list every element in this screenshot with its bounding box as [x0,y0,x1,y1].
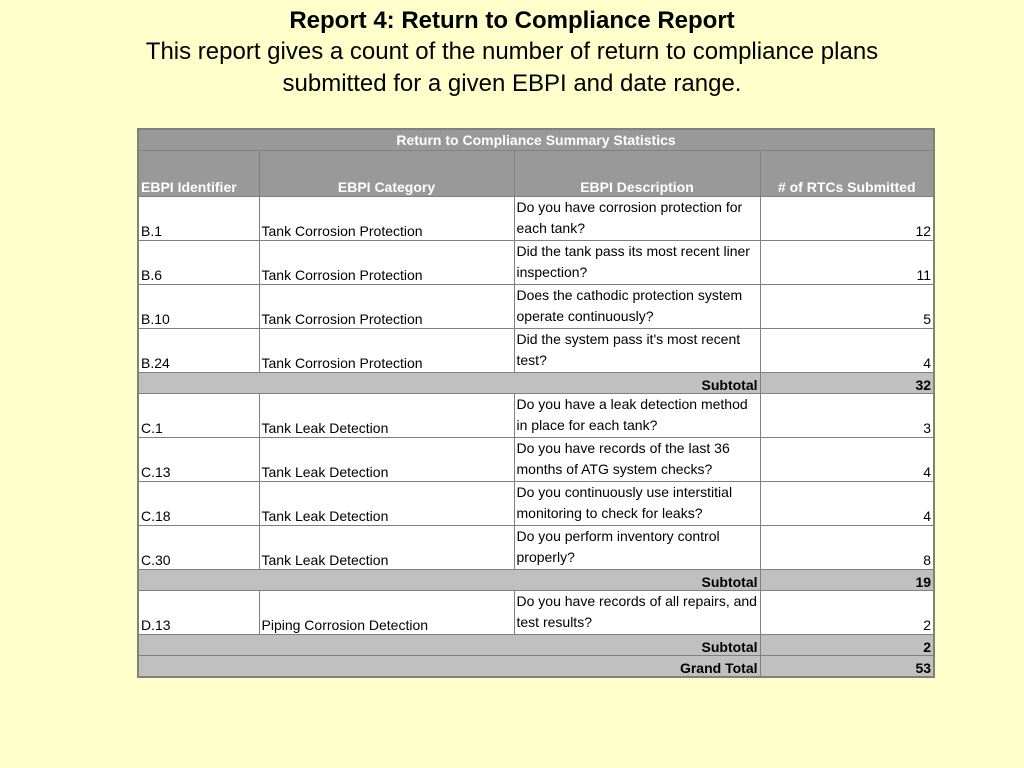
column-header-identifier: EBPI Identifier [138,151,259,197]
ebpi-category-cell: Tank Leak Detection [259,482,514,526]
column-header-count: # of RTCs Submitted [760,151,934,197]
ebpi-category-cell: Tank Leak Detection [259,438,514,482]
rtc-count-cell: 2 [760,591,934,635]
subtotal-value: 2 [760,635,934,656]
rtc-count-cell: 8 [760,526,934,570]
ebpi-identifier-cell: B.24 [138,329,259,373]
subtotal-row [138,570,934,591]
report-title: Report 4: Return to Compliance Report [289,7,735,34]
grand-total-label: Grand Total [138,656,760,678]
report-subtitle-line2: submitted for a given EBPI and date range. [282,70,742,97]
ebpi-description-cell: Do you have corrosion protection for each tank? [514,197,760,241]
ebpi-description-cell: Do you continuously use interstitial monitoring to check for leaks? [514,482,760,526]
ebpi-identifier-cell: D.13 [138,591,259,635]
column-header-description: EBPI Description [514,151,760,197]
table-banner: Return to Compliance Summary Statistics [138,129,934,151]
ebpi-description-cell: Does the cathodic protection system operate continuously? [514,285,760,329]
subtotal-label: Subtotal [138,373,760,394]
subtotal-row [138,373,934,394]
column-header-row [138,151,934,197]
ebpi-category-cell: Tank Corrosion Protection [259,241,514,285]
subtotal-row [138,635,934,656]
table-row [138,591,934,635]
table-row [138,482,934,526]
table-row [138,438,934,482]
ebpi-identifier-cell: B.1 [138,197,259,241]
table-row [138,197,934,241]
ebpi-category-cell: Tank Leak Detection [259,394,514,438]
table-row [138,329,934,373]
subtotal-label: Subtotal [138,635,760,656]
ebpi-identifier-cell: C.30 [138,526,259,570]
grand-total-row [138,656,934,678]
rtc-count-cell: 11 [760,241,934,285]
ebpi-category-cell: Piping Corrosion Detection [259,591,514,635]
ebpi-description-cell: Do you have a leak detection method in place for each tank? [514,394,760,438]
table-body [138,197,934,678]
rtc-count-cell: 4 [760,438,934,482]
report-subtitle-line1: This report gives a count of the number of return to compliance plans [145,38,879,65]
ebpi-identifier-cell: B.6 [138,241,259,285]
table-banner-row [138,129,934,151]
ebpi-category-cell: Tank Corrosion Protection [259,285,514,329]
rtc-count-cell: 12 [760,197,934,241]
ebpi-description-cell: Do you perform inventory control properly? [514,526,760,570]
column-header-category: EBPI Category [259,151,514,197]
ebpi-identifier-cell: C.18 [138,482,259,526]
table-row [138,241,934,285]
ebpi-category-cell: Tank Corrosion Protection [259,329,514,373]
rtc-count-cell: 3 [760,394,934,438]
table-row [138,285,934,329]
ebpi-identifier-cell: B.10 [138,285,259,329]
grand-total-value: 53 [760,656,934,678]
ebpi-description-cell: Do you have records of all repairs, and test results? [514,591,760,635]
ebpi-category-cell: Tank Leak Detection [259,526,514,570]
table-row [138,394,934,438]
table-row [138,526,934,570]
ebpi-category-cell: Tank Corrosion Protection [259,197,514,241]
compliance-summary-table [137,128,935,678]
subtotal-value: 19 [760,570,934,591]
ebpi-identifier-cell: C.1 [138,394,259,438]
ebpi-description-cell: Did the system pass it's most recent test? [514,329,760,373]
report-header [0,6,1024,100]
rtc-count-cell: 4 [760,482,934,526]
rtc-count-cell: 4 [760,329,934,373]
subtotal-label: Subtotal [138,570,760,591]
ebpi-description-cell: Did the tank pass its most recent liner inspection? [514,241,760,285]
subtotal-value: 32 [760,373,934,394]
rtc-count-cell: 5 [760,285,934,329]
ebpi-identifier-cell: C.13 [138,438,259,482]
ebpi-description-cell: Do you have records of the last 36 months of ATG system checks? [514,438,760,482]
